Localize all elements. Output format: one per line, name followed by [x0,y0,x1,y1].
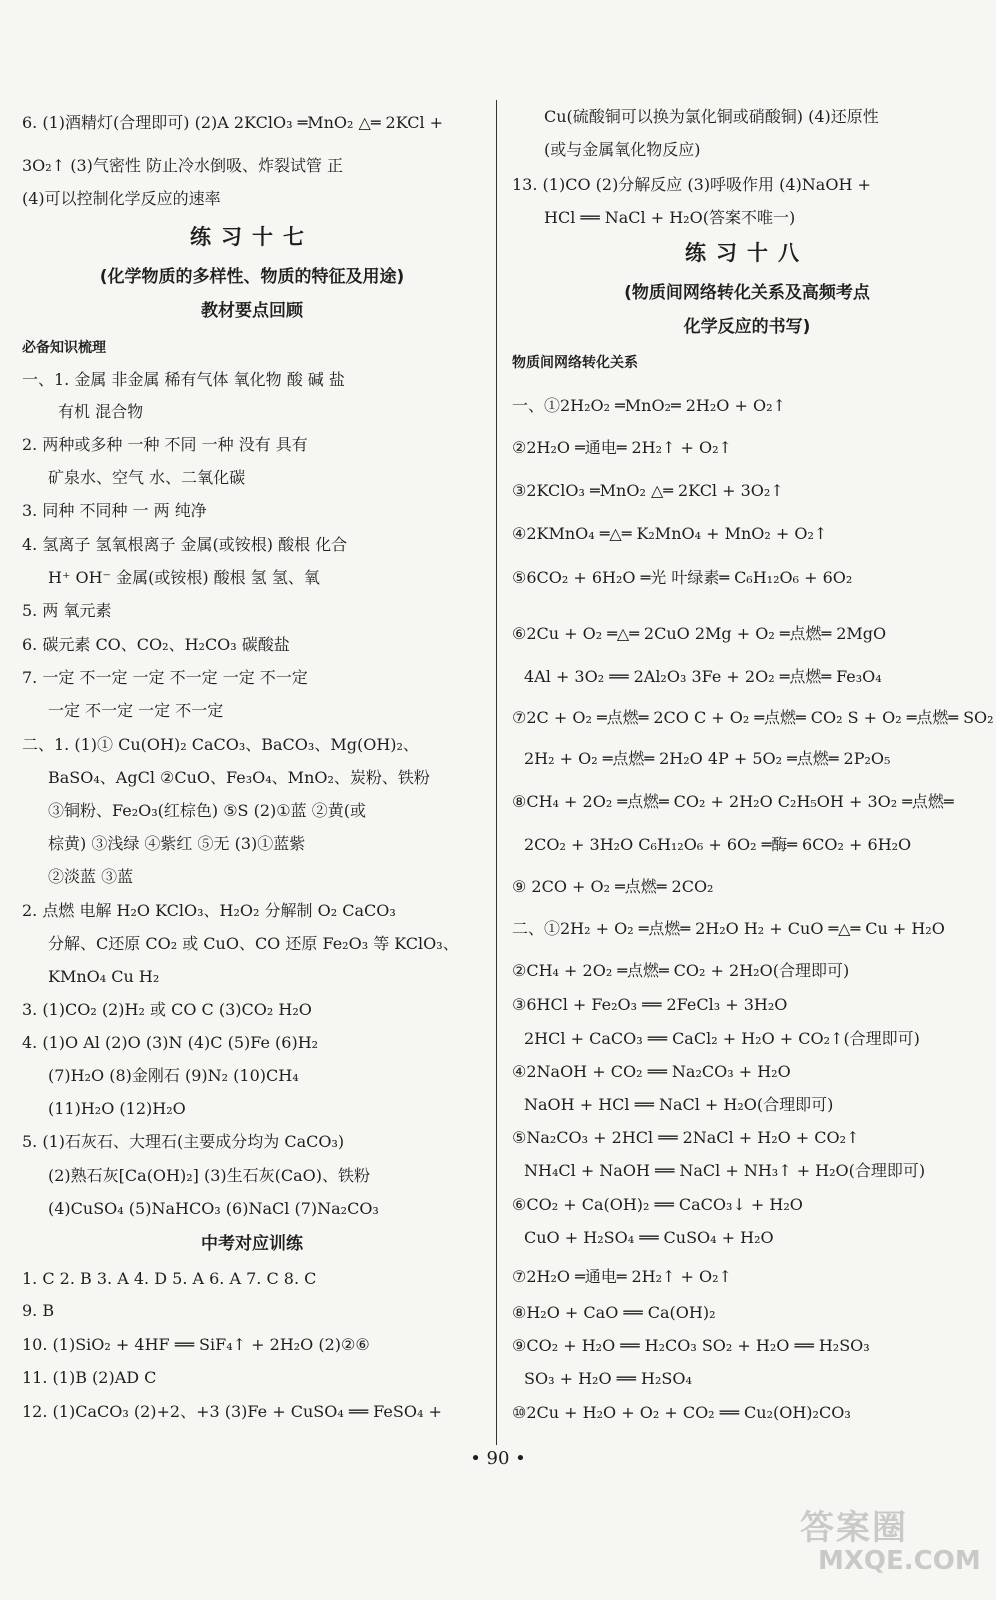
equation-line: 4Al + 3O₂ ══ 2Al₂O₃ 3Fe + 2O₂ ═点燃═ Fe₃O₄ [524,667,882,686]
answer-line: 2. 点燃 电解 H₂O KClO₃、H₂O₂ 分解制 O₂ CaCO₃ [22,901,396,920]
answer-line: 6. 碳元素 CO、CO₂、H₂CO₃ 碳酸盐 [22,635,290,654]
answer-line: 3. (1)CO₂ (2)H₂ 或 CO C (3)CO₂ H₂O [22,1000,312,1019]
subsection-heading: 教材要点回顾 [201,301,303,321]
equation-line: ⑨CO₂ + H₂O ══ H₂CO₃ SO₂ + H₂O ══ H₂SO₃ [512,1336,870,1355]
answer-line: BaSO₄、AgCl ②CuO、Fe₃O₄、MnO₂、炭粉、铁粉 [48,768,430,787]
answer-line: 有机 混合物 [58,402,144,421]
section-title: 练习十七 [190,225,314,249]
answer-line: 3O₂↑ (3)气密性 防止冷水倒吸、炸裂试管 正 [22,156,344,175]
equation-line: 2HCl + CaCO₃ ══ CaCl₂ + H₂O + CO₂↑(合理即可) [524,1029,920,1048]
equation-line: 二、①2H₂ + O₂ ═点燃═ 2H₂O H₂ + CuO ═△═ Cu + H₂O [512,919,945,938]
answer-line: 4. 氢离子 氢氧根离子 金属(或铵根) 酸根 化合 [22,535,348,554]
column-divider [496,100,497,1445]
answer-line: 5. 两 氧元素 [22,601,112,620]
answer-line: 分解、C还原 CO₂ 或 CuO、CO 还原 Fe₂O₃ 等 KClO₃、 [48,934,459,953]
watermark-url: MXQE.COM [818,1546,981,1576]
answer-line: (4)CuSO₄ (5)NaHCO₃ (6)NaCl (7)Na₂CO₃ [48,1199,379,1218]
equation-line: 2CO₂ + 3H₂O C₆H₁₂O₆ + 6O₂ ═酶═ 6CO₂ + 6H₂O [524,835,912,854]
equation-line: ⑦2H₂O ═通电═ 2H₂↑ + O₂↑ [512,1267,732,1286]
equation-line: CuO + H₂SO₄ ══ CuSO₄ + H₂O [524,1228,774,1247]
answer-line: 3. 同种 不同种 一 两 纯净 [22,501,207,520]
equation-line: NaOH + HCl ══ NaCl + H₂O(合理即可) [524,1095,834,1114]
equation-line: ⑤Na₂CO₃ + 2HCl ══ 2NaCl + H₂O + CO₂↑ [512,1128,860,1147]
subsection-heading: 中考对应训练 [201,1234,303,1254]
answer-line: 棕黄) ③浅绿 ④紫红 ⑤无 (3)①蓝紫 [48,834,306,853]
watermark-logo: 答案圈 [800,1508,908,1548]
equation-line: ⑦2C + O₂ ═点燃═ 2CO C + O₂ ═点燃═ CO₂ S + O₂ ═点燃═ SO₂ [512,708,994,727]
subsection-heading: 必备知识梳理 [22,340,106,356]
answer-line: (4)可以控制化学反应的速率 [22,189,221,208]
equation-line: ④2KMnO₄ ═△═ K₂MnO₄ + MnO₂ + O₂↑ [512,524,828,543]
answer-line: 9. B [22,1301,55,1320]
section-subtitle: (物质间网络转化关系及高频考点 [624,283,870,303]
answer-line: 6. (1)酒精灯(合理即可) (2)A 2KClO₃ ═MnO₂ △═ 2KCl + [22,113,444,132]
answer-line: 一、1. 金属 非金属 稀有气体 氧化物 酸 碱 盐 [22,370,345,389]
equation-line: ⑥CO₂ + Ca(OH)₂ ══ CaCO₃↓ + H₂O [512,1195,803,1214]
answer-line: 13. (1)CO (2)分解反应 (3)呼吸作用 (4)NaOH + [512,175,871,194]
equation-line: ④2NaOH + CO₂ ══ Na₂CO₃ + H₂O [512,1062,791,1081]
subsection-heading: 物质间网络转化关系 [512,355,638,371]
answer-line: Cu(硫酸铜可以换为氯化铜或硝酸铜) (4)还原性 [544,107,879,126]
answer-line: ②淡蓝 ③蓝 [48,867,134,886]
answer-line: (7)H₂O (8)金刚石 (9)N₂ (10)CH₄ [48,1066,299,1085]
answer-line: 11. (1)B (2)AD C [22,1368,157,1387]
equation-line: ③2KClO₃ ═MnO₂ △═ 2KCl + 3O₂↑ [512,481,784,500]
answer-line: 5. (1)石灰石、大理石(主要成分均为 CaCO₃) [22,1132,345,1151]
answer-line: 10. (1)SiO₂ + 4HF ══ SiF₄↑ + 2H₂O (2)②⑥ [22,1335,370,1354]
equation-line: ③6HCl + Fe₂O₃ ══ 2FeCl₃ + 3H₂O [512,995,788,1014]
answer-line: ③铜粉、Fe₂O₃(红棕色) ⑤S (2)①蓝 ②黄(或 [48,801,366,820]
answer-line: 矿泉水、空气 水、二氧化碳 [48,468,246,487]
section-subtitle: (化学物质的多样性、物质的特征及用途) [99,267,405,287]
section-subtitle: 化学反应的书写) [683,317,811,337]
answer-line: 2. 两种或多种 一种 不同 一种 没有 具有 [22,435,308,454]
section-title: 练习十八 [685,241,809,265]
answer-line: 二、1. (1)① Cu(OH)₂ CaCO₃、BaCO₃、Mg(OH)₂、 [22,735,419,754]
equation-line: NH₄Cl + NaOH ══ NaCl + NH₃↑ + H₂O(合理即可) [524,1161,926,1180]
answer-line: (或与金属氧化物反应) [544,140,701,159]
answer-line: (11)H₂O (12)H₂O [48,1099,186,1118]
answer-line: 一定 不一定 一定 不一定 [48,701,224,720]
equation-line: ②2H₂O ═通电═ 2H₂↑ + O₂↑ [512,438,732,457]
equation-line: ⑩2Cu + H₂O + O₂ + CO₂ ══ Cu₂(OH)₂CO₃ [512,1403,851,1422]
answer-line: 4. (1)O Al (2)O (3)N (4)C (5)Fe (6)H₂ [22,1033,319,1052]
answer-line: 1. C 2. B 3. A 4. D 5. A 6. A 7. C 8. C [22,1269,317,1288]
equation-line: ⑧CH₄ + 2O₂ ═点燃═ CO₂ + 2H₂O C₂H₅OH + 3O₂ ═点燃═ [512,792,954,811]
answer-line: HCl ══ NaCl + H₂O(答案不唯一) [544,208,796,227]
equation-line: ⑧H₂O + CaO ══ Ca(OH)₂ [512,1303,716,1322]
equation-line: ⑨ 2CO + O₂ ═点燃═ 2CO₂ [512,877,714,896]
answer-line: (2)熟石灰[Ca(OH)₂] (3)生石灰(CaO)、铁粉 [48,1166,371,1185]
equation-line: ⑤6CO₂ + 6H₂O ═光 叶绿素═ C₆H₁₂O₆ + 6O₂ [512,568,853,587]
answer-line: KMnO₄ Cu H₂ [48,967,160,986]
page-number: • 90 • [470,1448,526,1469]
answer-line: 7. 一定 不一定 一定 不一定 一定 不一定 [22,668,308,687]
equation-line: SO₃ + H₂O ══ H₂SO₄ [524,1369,692,1388]
equation-line: 一、①2H₂O₂ ═MnO₂═ 2H₂O + O₂↑ [512,396,786,415]
answer-line: H⁺ OH⁻ 金属(或铵根) 酸根 氢 氢、氧 [48,568,320,587]
answer-line: 12. (1)CaCO₃ (2)+2、+3 (3)Fe + CuSO₄ ══ FeSO₄ + [22,1402,442,1421]
equation-line: ②CH₄ + 2O₂ ═点燃═ CO₂ + 2H₂O(合理即可) [512,961,850,980]
equation-line: ⑥2Cu + O₂ ═△═ 2CuO 2Mg + O₂ ═点燃═ 2MgO [512,624,887,643]
equation-line: 2H₂ + O₂ ═点燃═ 2H₂O 4P + 5O₂ ═点燃═ 2P₂O₅ [524,749,891,768]
